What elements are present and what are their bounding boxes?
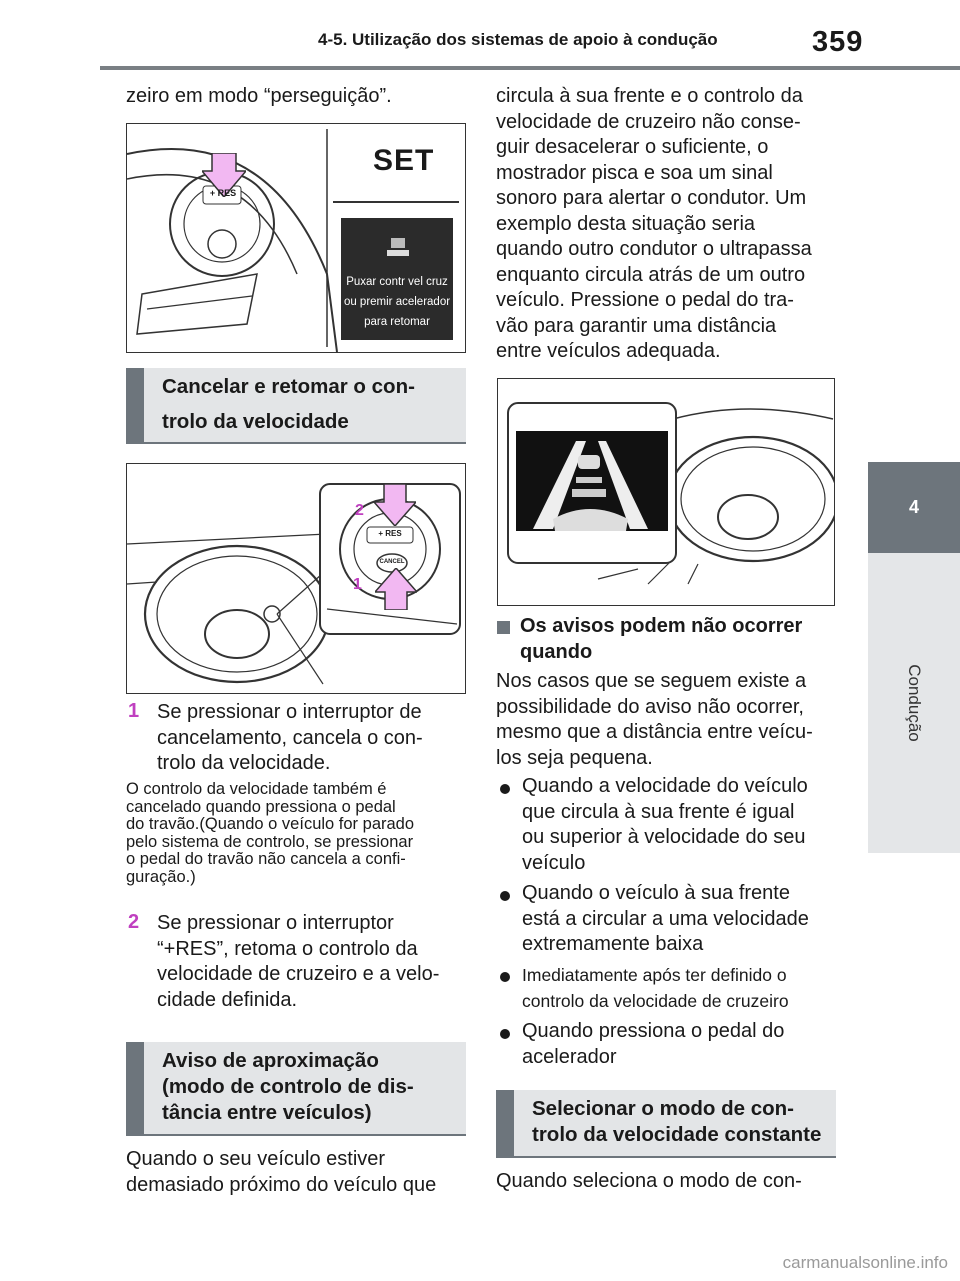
- text-line: quando outro condutor o ultrapassa: [496, 238, 812, 260]
- text-line: circula à sua frente e o controlo da: [496, 85, 803, 107]
- bullet-icon: [500, 891, 510, 901]
- text-line: mesmo que a distância entre veícu-: [496, 721, 813, 743]
- text-line: guir desacelerar o suficiente, o: [496, 136, 769, 158]
- sub-paragraph: [496, 669, 813, 771]
- text-line: O controlo da velocidade também é: [126, 780, 387, 798]
- text-line: pelo sistema de controlo, se pressionar: [126, 832, 414, 851]
- text-line: Quando a velocidade do veículo: [522, 775, 808, 797]
- text-line: está a circular a uma velocidade: [522, 907, 809, 930]
- text-line: Quando o seu veículo estiver: [126, 1148, 386, 1170]
- heading-line: (modo de controlo de dis-: [162, 1075, 414, 1098]
- text-line: Imediatamente após ter definido o: [522, 965, 787, 985]
- figure-cancel-resume: [126, 463, 466, 694]
- display-message: [341, 272, 453, 332]
- text-line: velocidade de cruzeiro não conse-: [496, 110, 801, 133]
- text-line: exemplo desta situação seria: [496, 212, 756, 235]
- cancel-button-label: CANCEL: [379, 559, 405, 565]
- text-line: acelerador: [522, 1045, 617, 1068]
- closing-text: [126, 1147, 436, 1198]
- callout-2: 2: [355, 502, 364, 519]
- bullet-icon: [500, 784, 510, 794]
- text-line: velocidade de cruzeiro e a velo-: [157, 963, 440, 985]
- res-button-label: + RES: [209, 188, 237, 198]
- text-line: entre veículos adequada.: [496, 340, 721, 362]
- text-line: ou superior à velocidade do seu: [522, 826, 806, 848]
- note-text: [126, 781, 414, 886]
- figure-set-button: [126, 123, 466, 353]
- text-line: do travão.(Quando o veículo for parado: [126, 815, 415, 833]
- text-line: cancelamento, cancela o con-: [157, 726, 423, 749]
- item-number: 2: [128, 911, 140, 933]
- text-line: Se pressionar o interruptor de: [157, 701, 422, 723]
- text-line: Se pressionar o interruptor: [157, 912, 394, 934]
- heading-line: trolo da velocidade constante: [532, 1123, 822, 1146]
- section-title: 4-5. Utilização dos sistemas de apoio à condução: [318, 30, 718, 49]
- figure-approach-warning: [497, 378, 835, 606]
- text-line: trolo da velocidade.: [157, 752, 331, 774]
- text-line: enquanto circula atrás de um outro: [496, 263, 806, 286]
- section-square-icon: [497, 621, 510, 634]
- text-line: cancelado quando pressiona o pedal: [126, 797, 396, 816]
- bullet-icon: [500, 972, 510, 982]
- chapter-number: 4: [908, 497, 919, 517]
- text-line: guração.): [126, 867, 196, 886]
- text-line: sonoro para alertar o condutor. Um: [496, 187, 807, 209]
- heading-cancel-resume: [126, 368, 466, 444]
- intro-line: zeiro em modo “perseguição”.: [126, 85, 392, 107]
- bullet-item: [522, 881, 809, 958]
- heading-constant-speed: [496, 1090, 836, 1158]
- chapter-label: Condução: [904, 664, 924, 742]
- heading-approach-warning: [126, 1042, 466, 1136]
- item-number: 1: [128, 700, 140, 722]
- text-line: Os avisos podem não ocorrer: [520, 615, 803, 637]
- heading-line: trolo da velocidade: [162, 410, 349, 433]
- text-line: mostrador pisca e soa um sinal: [496, 161, 773, 184]
- res-button-label: + RES: [378, 529, 402, 538]
- text-line: possibilidade do aviso não ocorrer,: [496, 695, 804, 718]
- text-line: extremamente baixa: [522, 933, 704, 955]
- text-line: “+RES”, retoma o controlo da: [157, 937, 418, 960]
- text-line: demasiado próximo do veículo que: [126, 1173, 437, 1196]
- text-line: veículo. Pressione o pedal do tra-: [496, 289, 794, 311]
- text-line: Quando pressiona o pedal do: [522, 1020, 785, 1042]
- header-rule: [100, 66, 960, 70]
- closing-line: Quando seleciona o modo de con-: [496, 1170, 802, 1192]
- text-line: los seja pequena.: [496, 746, 653, 769]
- text-line: Quando o veículo à sua frente: [522, 882, 790, 904]
- display-message-line: para retomar: [364, 316, 430, 328]
- chapter-tab: [868, 462, 960, 553]
- chapter-label-wrap: [868, 553, 960, 853]
- text-line: que circula à sua frente é igual: [522, 800, 795, 823]
- subheading: [520, 614, 802, 665]
- display-message-line: ou premir acelerador: [343, 296, 451, 308]
- text-line: o pedal do travão não cancela a confi-: [126, 850, 406, 868]
- page-number: 359: [812, 26, 864, 58]
- heading-line: Cancelar e retomar o con-: [162, 375, 415, 398]
- warning-paragraph: [496, 84, 812, 365]
- bullet-item: [522, 1019, 784, 1070]
- text-line: vão para garantir uma distância: [496, 314, 777, 337]
- set-label: SET: [373, 144, 435, 177]
- item-1-text: [157, 700, 423, 777]
- text-line: veículo: [522, 851, 586, 874]
- press-up-arrow-icon: [375, 568, 417, 610]
- heading-line: Selecionar o modo de con-: [532, 1097, 794, 1120]
- display-message-line: Puxar contr vel cruz: [346, 276, 448, 288]
- callout-1: 1: [353, 576, 362, 593]
- heading-line: tância entre veículos): [162, 1101, 372, 1124]
- text-line: quando: [520, 640, 593, 663]
- bullet-item: [522, 774, 808, 876]
- press-down-arrow-icon: [374, 484, 416, 526]
- dashboard-warning-illustration: [498, 379, 834, 605]
- heading-line: Aviso de aproximação: [162, 1049, 379, 1072]
- bullet-item: [522, 963, 789, 1014]
- text-line: cidade definida.: [157, 988, 298, 1011]
- text-line: Nos casos que se seguem existe a: [496, 670, 807, 692]
- text-line: controlo da velocidade de cruzeiro: [522, 990, 789, 1011]
- watermark: carmanualsonline.info: [782, 1253, 948, 1272]
- bullet-icon: [500, 1029, 510, 1039]
- item-2-text: [157, 911, 439, 1013]
